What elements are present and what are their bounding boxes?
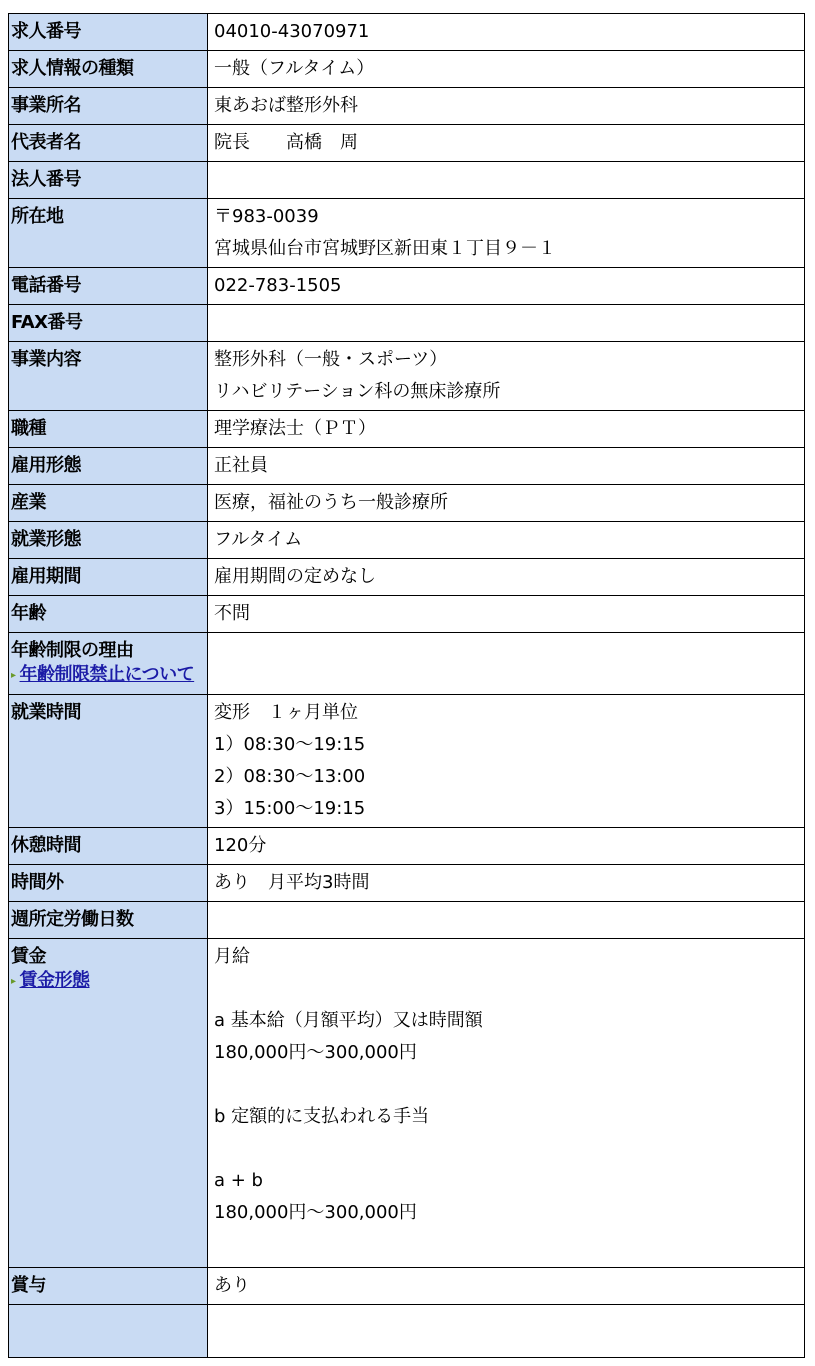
- field-label-text: 年齢: [11, 603, 46, 624]
- field-label-text: 法人番号: [11, 169, 81, 190]
- field-label: [9, 51, 208, 88]
- field-label: [9, 125, 208, 162]
- arrow-right-icon: ▸: [11, 976, 16, 987]
- field-value-line: 022-783-1505: [214, 275, 342, 296]
- field-label: [9, 695, 208, 828]
- table-row: [9, 522, 805, 559]
- help-link[interactable]: 賃金形態: [19, 970, 90, 991]
- field-label-text: 求人情報の種類: [11, 58, 134, 79]
- field-value-line: 東あおば整形外科: [214, 95, 358, 116]
- field-label-text: 年齢制限の理由: [11, 640, 134, 661]
- field-value-line: a 基本給（月額平均）又は時間額: [214, 1010, 483, 1031]
- field-value-line: 〒983-0039: [214, 206, 319, 227]
- table-row: [9, 125, 805, 162]
- field-value: [208, 695, 805, 828]
- field-value-line: 不問: [214, 603, 250, 624]
- table-row: [9, 596, 805, 633]
- job-details-table: [8, 13, 805, 1358]
- field-value: [208, 411, 805, 448]
- table-row: [9, 1268, 805, 1305]
- help-link[interactable]: 年齢制限禁止について: [19, 664, 195, 685]
- field-value: [208, 199, 805, 268]
- table-row: [9, 162, 805, 199]
- field-value: [208, 305, 805, 342]
- field-value: [208, 865, 805, 902]
- field-value-line: 正社員: [214, 455, 268, 476]
- field-value: [208, 162, 805, 199]
- field-value: [208, 342, 805, 411]
- job-details-body: [9, 14, 805, 1358]
- arrow-right-icon: ▸: [11, 670, 16, 681]
- field-label: [9, 342, 208, 411]
- field-label-text: 求人番号: [11, 21, 81, 42]
- field-value-line: 医療，福祉のうち一般診療所: [214, 492, 448, 513]
- table-row: [9, 14, 805, 51]
- field-value-line: リハビリテーション科の無床診療所: [214, 381, 501, 402]
- field-value-line: 院長 高橋 周: [214, 132, 358, 153]
- field-label: [9, 305, 208, 342]
- field-label-text: 所在地: [11, 206, 64, 227]
- field-label: [9, 1305, 208, 1358]
- field-label-text: 就業形態: [11, 529, 81, 550]
- field-label: [9, 559, 208, 596]
- field-value: [208, 485, 805, 522]
- help-link-wrapper: [11, 969, 203, 994]
- table-row: [9, 828, 805, 865]
- field-value: [208, 14, 805, 51]
- field-label: [9, 411, 208, 448]
- blank-line: [214, 1229, 800, 1261]
- field-value: [208, 51, 805, 88]
- table-row: [9, 199, 805, 268]
- field-label: [9, 596, 208, 633]
- table-row: [9, 1305, 805, 1358]
- field-label: [9, 199, 208, 268]
- field-label-text: 賃金: [11, 946, 46, 967]
- field-label: [9, 268, 208, 305]
- field-value-line: 1）08:30〜19:15: [214, 734, 366, 755]
- field-label-text: 時間外: [11, 872, 64, 893]
- table-row: [9, 939, 805, 1268]
- field-value: [208, 125, 805, 162]
- field-label: [9, 522, 208, 559]
- empty-value: [214, 904, 800, 936]
- field-value-line: 月給: [214, 946, 250, 967]
- field-label-text: FAX番号: [11, 312, 83, 333]
- field-value: [208, 268, 805, 305]
- empty-value: [214, 164, 800, 196]
- field-value-line: a + b: [214, 1170, 263, 1191]
- field-value-line: 180,000円〜300,000円: [214, 1042, 417, 1063]
- field-label-text: 賞与: [11, 1275, 46, 1296]
- field-value: [208, 448, 805, 485]
- table-row: [9, 633, 805, 695]
- field-value: [208, 1268, 805, 1305]
- field-label-text: 休憩時間: [11, 835, 81, 856]
- blank-line: [214, 1069, 800, 1101]
- field-label: [9, 485, 208, 522]
- field-label-text: 職種: [11, 418, 46, 439]
- field-value-line: 120分: [214, 835, 267, 856]
- empty-value: [214, 307, 800, 339]
- field-value: [208, 88, 805, 125]
- table-row: [9, 342, 805, 411]
- field-value-line: 雇用期間の定めなし: [214, 566, 376, 587]
- table-row: [9, 268, 805, 305]
- field-label: [9, 1268, 208, 1305]
- blank-line: [214, 1133, 800, 1165]
- field-value-line: 180,000円〜300,000円: [214, 1202, 417, 1223]
- field-label-text: 週所定労働日数: [11, 909, 134, 930]
- field-value-line: 理学療法士（ＰＴ）: [214, 418, 376, 439]
- field-label: [9, 633, 208, 695]
- table-row: [9, 559, 805, 596]
- field-value-line: 3）15:00〜19:15: [214, 798, 366, 819]
- field-value: [208, 939, 805, 1268]
- field-value-line: あり: [214, 1275, 250, 1296]
- field-value: [208, 828, 805, 865]
- field-label: [9, 902, 208, 939]
- field-value: [208, 522, 805, 559]
- empty-value: [214, 635, 800, 667]
- table-row: [9, 448, 805, 485]
- blank-line: [214, 973, 800, 1005]
- field-label: [9, 88, 208, 125]
- field-label-text: 電話番号: [11, 275, 81, 296]
- field-label: [9, 939, 208, 1268]
- field-value: [208, 596, 805, 633]
- field-value-line: フルタイム: [214, 529, 303, 550]
- table-row: [9, 485, 805, 522]
- field-value-line: あり 月平均3時間: [214, 872, 370, 893]
- field-value-line: 整形外科（一般・スポーツ）: [214, 349, 448, 370]
- field-value: [208, 902, 805, 939]
- field-label-text: 事業内容: [11, 349, 81, 370]
- field-label-text: 事業所名: [11, 95, 81, 116]
- table-row: [9, 51, 805, 88]
- field-value-line: 一般（フルタイム）: [214, 58, 375, 79]
- table-row: [9, 902, 805, 939]
- field-value: [208, 633, 805, 695]
- field-value-line: 変形 １ヶ月単位: [214, 702, 358, 723]
- field-label: [9, 162, 208, 199]
- table-row: [9, 865, 805, 902]
- field-value-line: b 定額的に支払われる手当: [214, 1106, 430, 1127]
- field-label-text: 雇用期間: [11, 566, 81, 587]
- field-label-text: 雇用形態: [11, 455, 81, 476]
- help-link-wrapper: [11, 663, 203, 688]
- field-value-line: 2）08:30〜13:00: [214, 766, 366, 787]
- field-label: [9, 828, 208, 865]
- field-value: [208, 1305, 805, 1358]
- field-value-line: 宮城県仙台市宮城野区新田東１丁目９－１: [214, 238, 556, 259]
- field-label: [9, 14, 208, 51]
- field-label-text: 代表者名: [11, 132, 81, 153]
- field-label-text: 産業: [11, 492, 46, 513]
- field-label-text: 就業時間: [11, 702, 81, 723]
- field-value: [208, 559, 805, 596]
- field-label: [9, 865, 208, 902]
- field-label: [9, 448, 208, 485]
- field-value-line: 04010-43070971: [214, 21, 370, 42]
- table-row: [9, 88, 805, 125]
- table-row: [9, 411, 805, 448]
- table-row: [9, 695, 805, 828]
- table-row: [9, 305, 805, 342]
